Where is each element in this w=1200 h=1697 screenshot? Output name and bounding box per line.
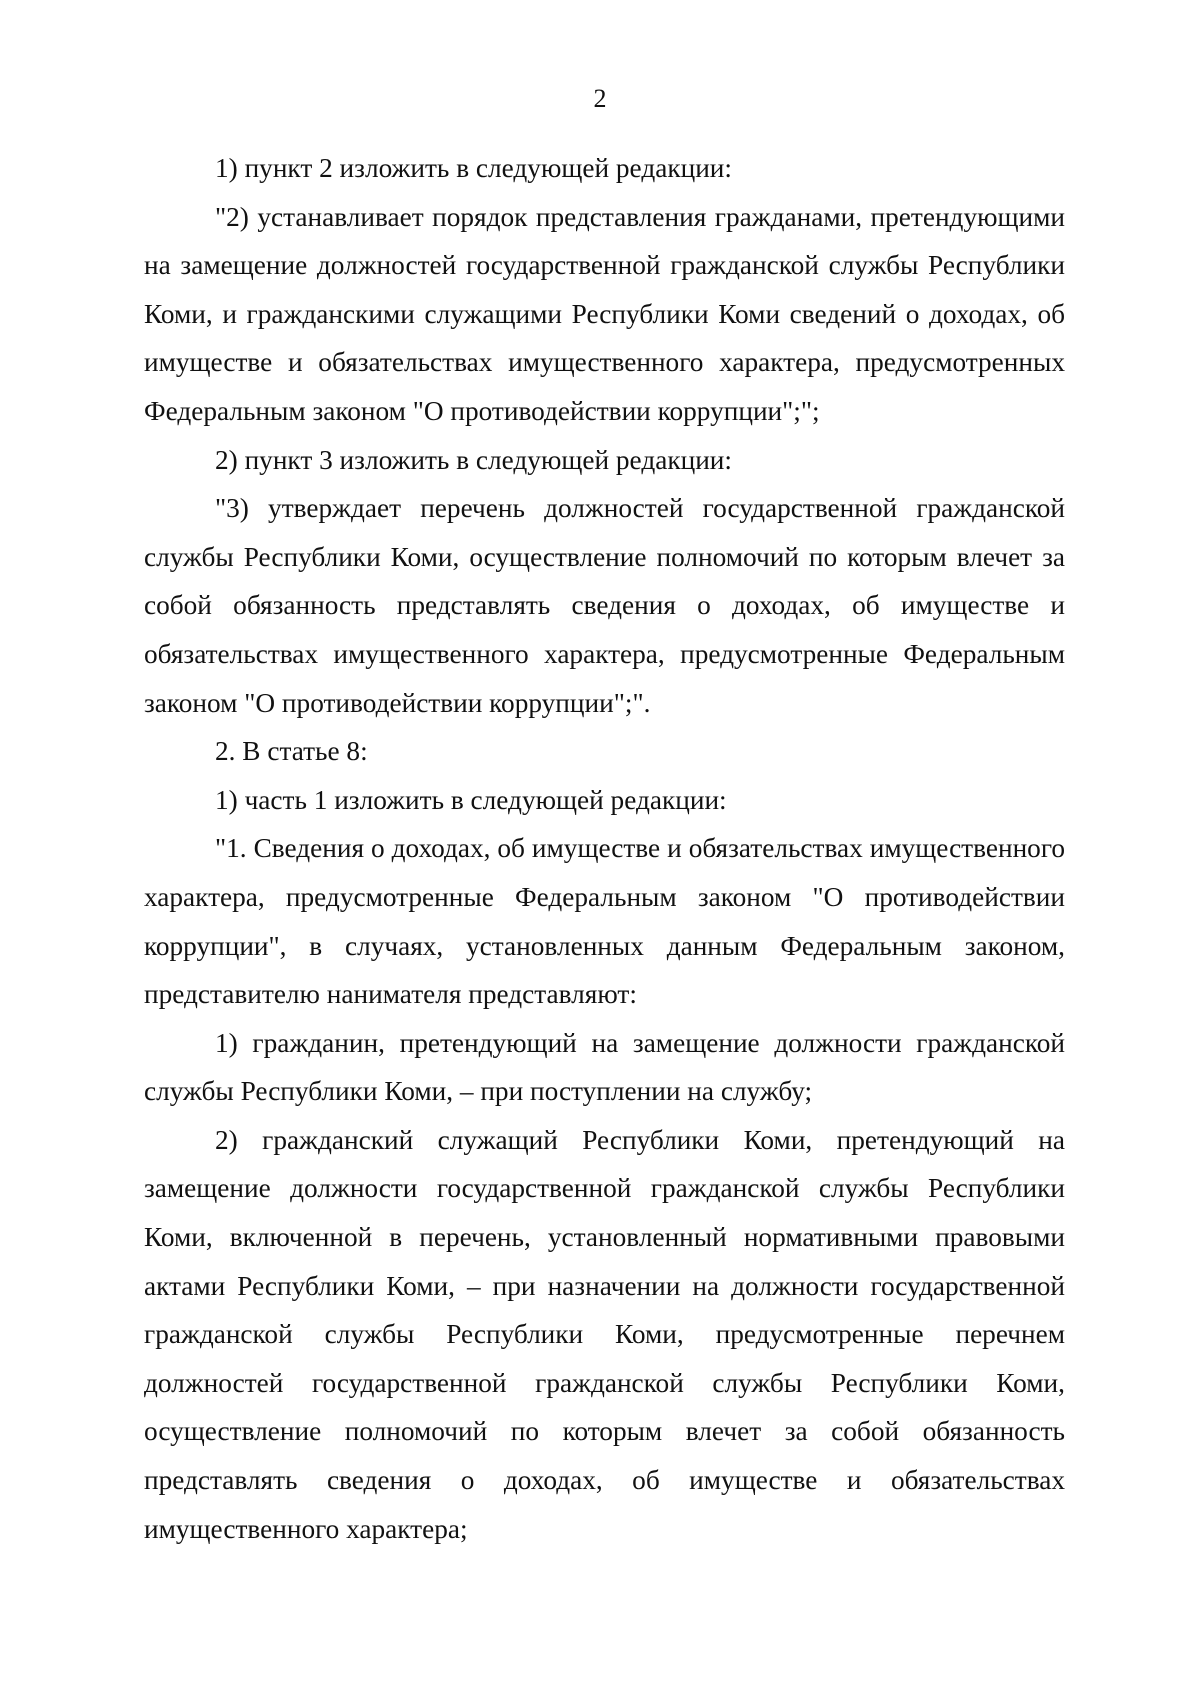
paragraph-6-amend-part-1: 1) часть 1 изложить в следующей редакции:: [215, 784, 727, 815]
paragraph-9-item-2-civil-servant: 2) гражданский служащий Республики Коми, претендующий на замещение должности государственной гражданской службы Республики Коми, включенной в перечень, установленный нормативными правовыми актами Республики Коми, – при назначении на должности государственной гражданской службы Республики Коми, предусмотренные перечнем должностей государственной гражданской службы Республики Коми, осуществление полномочий по которым влечет за собой обязанность представлять сведения о доходах, об имуществе и обязательствах имущественного характера;: [144, 1124, 1065, 1544]
paragraph-1-amend-point-2: 1) пункт 2 изложить в следующей редакции:: [215, 153, 732, 183]
paragraph-8-item-1-citizen: 1) гражданин, претендующий на замещение должности гражданской службы Республики Коми, – при поступлении на службу;: [144, 1027, 1065, 1107]
paragraph-4-new-point-3: "3) утверждает перечень должностей государственной гражданской службы Республики Коми, осуществление полномочий по которым влечет за собой обязанность представлять сведения о доходах, об имуществе и обязательствах имущественного характера, предусмотренные Федеральным законом "О противодействии коррупции";".: [144, 493, 1065, 718]
paragraph-2-new-point-2: "2) устанавливает порядок представления гражданами, претендующими на замещение должностей государственной гражданской службы Республики Коми, и гражданскими служащими Республики Коми сведений о доходах, об имуществе и обязательствах имущественного характера, предусмотренных Федеральным законом "О противодействии коррупции";";: [144, 201, 1065, 426]
paragraph-5-article-8: 2. В статье 8:: [215, 736, 368, 767]
document-body: [144, 144, 1065, 1553]
paragraph-7-new-part-1: "1. Сведения о доходах, об имуществе и обязательствах имущественного характера, предусмотренные Федеральным законом "О противодействии коррупции", в случаях, установленных данным Федеральным законом, представителю нанимателя представляют:: [144, 833, 1065, 1010]
page-number: 2: [593, 84, 607, 113]
paragraph-3-amend-point-3: 2) пункт 3 изложить в следующей редакции:: [215, 444, 732, 475]
